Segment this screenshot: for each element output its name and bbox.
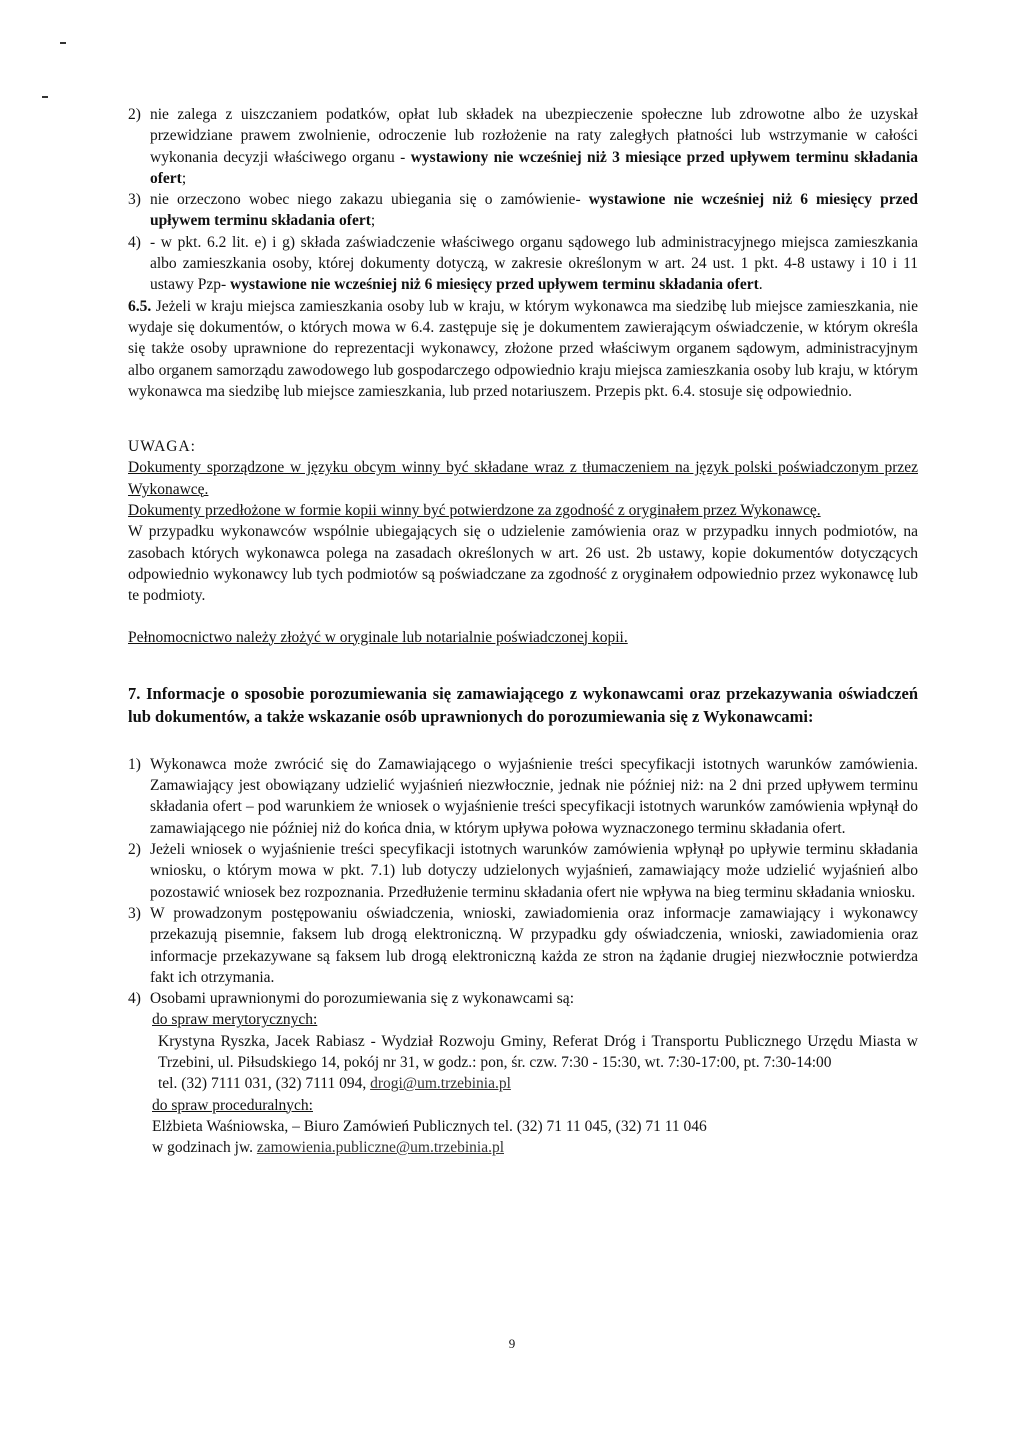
list-item-text: W prowadzonym postępowaniu oświadczenia, wnioski, zawiadomienia oraz informacje zamawiający i wykonawcy przekazują pisemnie, faksem lub drogą elektroniczną. W przypadku gdy oświadczenia, wnioski, zawiadomienia oraz informacje przekazywane są faksem lub drogą elektroniczną każda ze stron na żądanie drugiej niezwłocznie potwierdza fakt ich otrzymania. (150, 904, 918, 986)
list-item-text: nie zalega z uiszczaniem podatków, opłat lub składek na ubezpieczenie społeczne lub zdrowotne albo że uzyskał przewidziane prawem zwolnienie, odroczenie lub rozłożenie na raty zaległych płatności lub wstrzymanie w całości wykonania decyzji właściwego organu - (150, 106, 918, 166)
list-item-text: Wykonawca może zwrócić się do Zamawiającego o wyjaśnienie treści specyfikacji istotnych warunków zamówienia. Zamawiający jest obowiązany udzielić wyjaśnień niezwłocznie, jednak nie później niż: na 2 dni przed upływem terminu składania ofert – pod warunkiem że wniosek o wyjaśnienie treści specyfikacji istotnych warunków zamówienia wpłynął do zamawiającego nie później niż do końca dnia, w którym upływa połowa wyznaczonego terminu składania ofert. (150, 755, 918, 837)
section-number: 6.5. (128, 297, 152, 315)
proc-hours-line: w godzinach jw. zamowienia.publiczne@um.trzebinia.pl (152, 1139, 505, 1157)
list-item-text: Jeżeli wniosek o wyjaśnienie treści specyfikacji istotnych warunków zamówienia wpłynął po upływie terminu składania wniosku, o którym mowa w pkt. 7.1) lub dotyczy udzielonych wyjaśnień, zamawiający może udzielić wyjaśnień albo pozostawić wniosek bez rozpoznania. Przedłużenie terminu składania ofert nie wpływa na bieg terminu składania wniosku. (150, 841, 918, 901)
page-number: 9 (508, 1336, 516, 1351)
uwaga-note-power-of-attorney: Pełnomocnictwo należy złożyć w oryginale lub notarialnie poświadczonej kopii. (128, 628, 628, 646)
list-item-text: - w pkt. 6.2 lit. e) i g) składa zaświadczenie właściwego organu sądowego lub administracyjnego miejsca zamieszkania albo zamieszkania osoby, której dokumenty dotyczą, w zakresie określonym w art. 24 ust. 1 pkt. 4-8 ustawy i 10 i 11 ustawy Pzp- (150, 233, 918, 294)
uwaga-title: UWAGA: (128, 438, 196, 456)
list-item-bold: wystawiony nie wcześniej niż 3 miesiące przed upływem terminu składania ofert (150, 148, 918, 187)
proc-contacts: Elżbieta Waśniowska, – Biuro Zamówień Publicznych tel. (32) 71 11 045, (32) 71 11 046 (152, 1117, 707, 1135)
section-text: Jeżeli w kraju miejsca zamieszkania osoby lub w kraju, w którym wykonawca ma siedzibę lub miejsce zamieszkania, nie wydaje się dokumentów, o których mowa w 6.4. zastępuje się je dokumentem zawierającym oświadczenie, w którym określa się także osoby uprawnione do reprezentacji wykonawcy, złożone przed właściwym organem sądowym, administracyjnym albo organem samorządu zawodowego lub gospodarczego odpowiednio kraju miejsca zamieszkania osoby lub kraju, w którym wykonawca ma siedzibę lub miejsce zamieszkania, lub przed notariuszem. Przepis pkt. 6.4. stosuje się odpowiednio. (128, 297, 918, 400)
proc-email-link[interactable]: zamowienia.publiczne@um.trzebinia.pl (256, 1139, 505, 1157)
list-item-number: 2) (128, 106, 141, 123)
document-body (128, 104, 918, 1158)
section-number: 7. (128, 683, 141, 703)
list-item-number: 4) (128, 990, 141, 1008)
list-item-bold: wystawione nie wcześniej niż 6 miesięcy przed upływem terminu składania ofert (230, 276, 759, 294)
list-item-text: Osobami uprawnionymi do porozumiewania się z wykonawcami są: (150, 990, 574, 1008)
list-item: 4) - w pkt. 6.2 lit. e) i g) składa zaświadczenie właściwego organu sądowego lub administracyjnego miejsca zamieszkania albo zamieszkania osoby, której dokumenty dotyczą, w zakresie określonym w art. 24 ust. 1 pkt. 4-8 ustawy i 10 i 11 ustawy Pzp- wystawione nie wcześniej niż 6 miesięcy przed upływem terminu składania ofert. (128, 233, 918, 294)
list-item-number: 4) (128, 233, 141, 251)
list-item (128, 839, 918, 903)
merit-email-link[interactable]: drogi@um.trzebinia.pl (370, 1075, 511, 1093)
uwaga-note-copies: Dokumenty przedłożone w formie kopii winny być potwierdzone za zgodność z oryginałem przez Wykonawcę. (128, 502, 821, 520)
section-6-5 (128, 296, 918, 402)
proc-label: do spraw proceduralnych: (152, 1096, 313, 1114)
uwaga-note-translation: Dokumenty sporządzone w języku obcym winny być składane wraz z tłumaczeniem na język polski poświadczonym przez Wykonawcę. (128, 459, 918, 498)
uwaga-paragraph: W przypadku wykonawców wspólnie ubiegających się o udzielenie zamówienia oraz w przypadku innych podmiotów, na zasobach których wykonawca polega na zasadach określonych w art. 26 ust. 2b ustawy, kopie dokumentów dotyczących odpowiednio wykonawcy lub tych podmiotów są poświadczane za zgodność z oryginałem odpowiednio przez wykonawcę lub te podmioty. (128, 523, 918, 605)
list-item (128, 903, 918, 988)
scan-mark (42, 96, 48, 98)
section-7-heading (128, 682, 918, 728)
list-item-number: 2) (128, 841, 141, 859)
list-item (128, 754, 918, 839)
list-item-number: 3) (128, 191, 141, 209)
list-item: 3) nie orzeczono wobec niego zakazu ubiegania się o zamówienie- wystawione nie wcześniej niż 6 miesięcy przed upływem terminu składania ofert; (128, 191, 918, 230)
list-item (128, 988, 918, 1009)
merit-label: do spraw merytorycznych: (152, 1011, 318, 1029)
merit-contacts: Krystyna Ryszka, Jacek Rabiasz - Wydział Rozwoju Gminy, Referat Dróg i Transportu Publicznego Urzędu Miasta w Trzebini, ul. Piłsudskiego 14, pokój nr 31, w godz.: pon, śr. czw. 7:30 - 15:30, wt. 7:30-17:00, pt. 7:30-14:00 (158, 1032, 918, 1071)
list-item-text: nie orzeczono wobec niego zakazu ubiegania się o zamówienie- (150, 191, 589, 209)
list-item-number: 1) (128, 755, 141, 773)
section-heading-text: Informacje o sposobie porozumiewania się zamawiającego z wykonawcami oraz przekazywania oświadczeń lub dokumentów, a także wskazanie osób uprawnionych do porozumiewania się z Wykonawcami: (128, 683, 918, 726)
scan-mark (60, 42, 66, 44)
list-item-number: 3) (128, 904, 141, 922)
list-item: 2) nie zalega z uiszczaniem podatków, opłat lub składek na ubezpieczenie społeczne lub zdrowotne albo że uzyskał przewidziane prawem zwolnienie, odroczenie lub rozłożenie na raty zaległych płatności lub wstrzymanie w całości wykonania decyzji właściwego organu - wystawiony nie wcześniej niż 3 miesiące przed upływem terminu składania ofert; (128, 106, 918, 187)
list-item-bold: wystawione nie wcześniej niż 6 miesięcy przed upływem terminu składania ofert (150, 191, 918, 230)
merit-phone-line: tel. (32) 7111 031, (32) 7111 094, drogi@um.trzebinia.pl (158, 1075, 511, 1093)
